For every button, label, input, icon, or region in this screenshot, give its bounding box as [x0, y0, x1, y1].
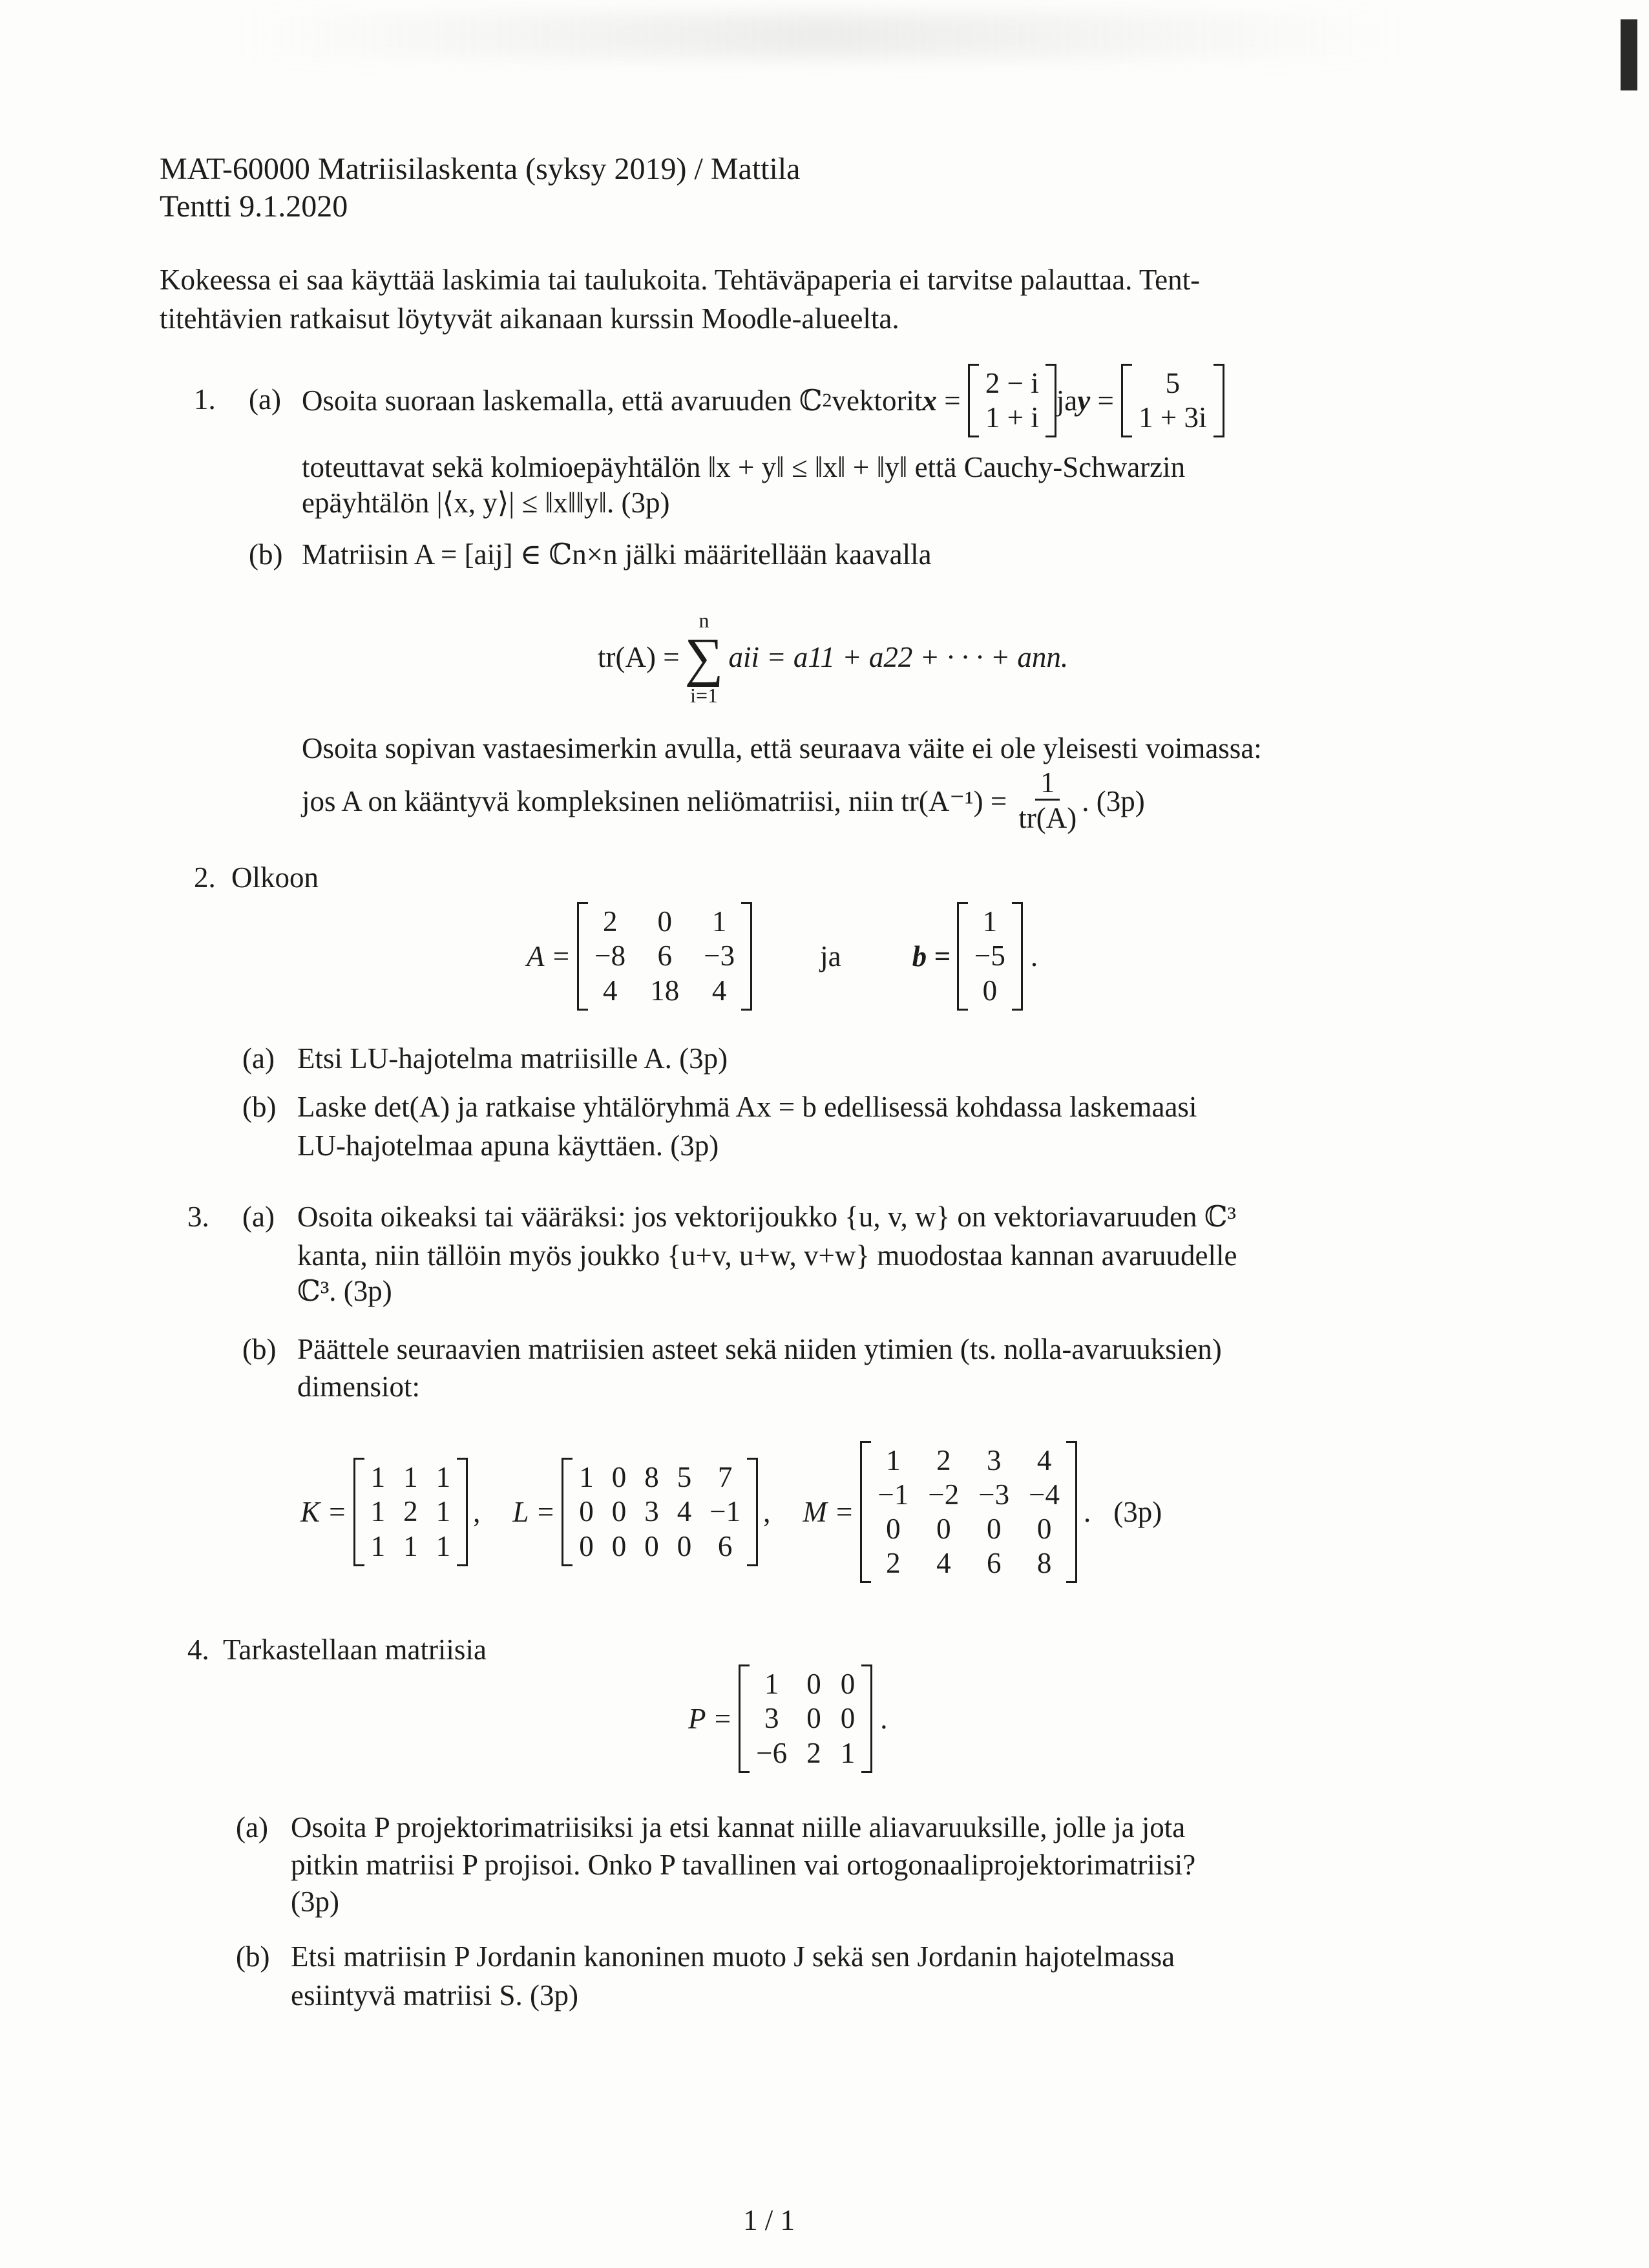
intro-line-1: Kokeessa ei saa käyttää laskimia tai taulukoita. Tehtäväpaperia ei tarvitse palauttaa. Tent-: [160, 264, 1201, 296]
q4-number: 4.: [187, 1633, 209, 1666]
sum-upper: n: [698, 608, 709, 632]
matrix-P-entry: 1: [764, 1668, 779, 1701]
matrix-M-label: M =: [803, 1495, 854, 1528]
matrix-K-entry: 1: [436, 1461, 451, 1494]
vector-x-entry: 2 − i: [985, 366, 1039, 399]
q1b-line-1: Matriisin A = [aij] ∈ ℂn×n jälki määritellään kaavalla: [302, 538, 932, 571]
matrix-L: [562, 1458, 758, 1566]
q2-ja: ja: [820, 940, 841, 972]
q3b-line-1: Päättele seuraavien matriisien asteet sekä niiden ytimien (ts. nolla-avaruuksien): [297, 1333, 1222, 1365]
matrix-M-entry: 3: [986, 1444, 1002, 1476]
matrix-L-entry: 0: [611, 1495, 627, 1528]
q2a-label: (a): [242, 1042, 275, 1075]
fraction-numerator: 1: [1035, 767, 1060, 801]
matrix-M-entry: −3: [978, 1478, 1010, 1511]
matrix-M-entry: 8: [1036, 1547, 1052, 1580]
matrix-A-entry: 4: [602, 974, 618, 1007]
matrix-M-entry: 2: [936, 1444, 951, 1476]
q1a-ja: ja: [1056, 384, 1078, 417]
matrix-P-entry: 2: [806, 1736, 821, 1769]
matrix-L-entry: 5: [677, 1461, 692, 1494]
exam-date: Tentti 9.1.2020: [160, 189, 348, 224]
matrix-A-label: A =: [527, 940, 571, 972]
q1a-y-symbol: y: [1077, 384, 1091, 417]
matrix-P-entry: 1: [840, 1736, 856, 1769]
matrix-A: [577, 902, 752, 1010]
matrix-K-entry: 1: [370, 1461, 386, 1494]
matrix-K: [353, 1458, 468, 1566]
q3-number: 3.: [187, 1201, 209, 1233]
matrix-L-entry: 1: [579, 1461, 594, 1494]
matrix-P: [739, 1664, 872, 1772]
scan-edge-mark: [1621, 19, 1637, 90]
matrix-L-entry: 0: [677, 1529, 692, 1562]
fraction: [1013, 767, 1082, 836]
q1a-line-3: epäyhtälön |⟨x, y⟩| ≤ ‖x‖‖y‖. (3p): [302, 487, 670, 519]
matrix-P-entry: 0: [806, 1702, 821, 1735]
matrix-P-entry: −6: [756, 1736, 788, 1769]
matrix-A-entry: 6: [657, 940, 672, 972]
matrix-L-entry: 4: [677, 1495, 692, 1528]
q2-intro: Olkoon: [231, 861, 319, 894]
q2b-line-1: Laske det(A) ja ratkaise yhtälöryhmä Ax = b edellisessä kohdassa laskemaasi: [297, 1091, 1197, 1123]
matrix-K-entry: 2: [403, 1495, 418, 1528]
course-title: MAT-60000 Matriisilaskenta (syksy 2019) / Mattila: [160, 152, 801, 186]
matrix-P-entry: 0: [840, 1702, 856, 1735]
q2b-label: (b): [242, 1091, 277, 1123]
page-number: 1 / 1: [743, 2204, 795, 2236]
q3a-line-3: ℂ³. (3p): [297, 1275, 392, 1307]
matrix-L-entry: 7: [717, 1461, 733, 1494]
vector-b-entry: 1: [982, 905, 998, 938]
q1b-label: (b): [249, 538, 283, 571]
matrix-A-entry: −8: [594, 940, 626, 972]
q1a-label: (a): [249, 383, 281, 415]
matrix-M-entry: 0: [986, 1513, 1002, 1545]
matrix-M-entry: 4: [936, 1547, 951, 1580]
matrix-M-entry: −4: [1029, 1478, 1060, 1511]
matrix-P-entry: 0: [840, 1668, 856, 1701]
matrix-K-entry: 1: [370, 1529, 386, 1562]
q2a-text: Etsi LU-hajotelma matriisille A. (3p): [297, 1042, 728, 1075]
q1b-claim: jos A on kääntyvä kompleksinen neliömatriisi, niin tr(A⁻¹) =: [302, 784, 1007, 817]
vector-b-entry: 0: [982, 974, 998, 1007]
vector-y-entry: 5: [1165, 366, 1181, 399]
trace-formula: [598, 604, 1068, 711]
vector-b: [957, 902, 1023, 1010]
matrix-L-label: L =: [512, 1495, 556, 1528]
q3a-line-1: Osoita oikeaksi tai vääräksi: jos vektorijoukko {u, v, w} on vektoriavaruuden ℂ³: [297, 1201, 1237, 1233]
matrix-A-entry: 18: [650, 974, 680, 1007]
q3a-label: (a): [242, 1201, 275, 1233]
vector-b-label: b =: [912, 940, 951, 972]
q1a-text-b: vektorit: [832, 384, 923, 417]
matrix-M-entry: 0: [936, 1513, 951, 1545]
q4-intro: Tarkastellaan matriisia: [223, 1633, 487, 1666]
matrix-K-entry: 1: [436, 1529, 451, 1562]
matrix-A-entry: 1: [711, 905, 727, 938]
trace-rhs: aii = a11 + a22 + · · · + ann.: [728, 641, 1069, 674]
sum-lower: i=1: [690, 683, 718, 707]
vector-x: [968, 364, 1056, 437]
q3-matrices: K = 1 1 1 1 2 1 1 1 1 , L = 1 0 8 5 7 0 0 3 4 −1 0 0 0 0 6 , M = 1 2 3 4 −1 −2 −3 −4 0 0 0 0 2 4 6 8 . (3p): [300, 1428, 1162, 1596]
q2-number: 2.: [194, 861, 216, 894]
q4a-line-2: pitkin matriisi P projisoi. Onko P tavallinen vai ortogonaaliprojektorimatriisi?: [291, 1849, 1196, 1881]
matrix-K-entry: 1: [436, 1495, 451, 1528]
matrix-L-entry: 6: [717, 1529, 733, 1562]
q3b-points: (3p): [1113, 1495, 1162, 1528]
vector-y-entry: 1 + 3i: [1139, 401, 1207, 434]
q4-matrix-line: P = 1 0 0 3 0 0 −6 2 1 .: [688, 1654, 887, 1783]
q1b-line-2: Osoita sopivan vastaesimerkin avulla, että seuraava väite ei ole yleisesti voimassa:: [302, 732, 1262, 764]
matrix-M-entry: 6: [986, 1547, 1002, 1580]
matrix-A-entry: 2: [602, 905, 618, 938]
q4a-line-3: (3p): [291, 1885, 339, 1918]
matrix-L-entry: 0: [611, 1461, 627, 1494]
matrix-L-entry: 0: [611, 1529, 627, 1562]
q3b-label: (b): [242, 1333, 277, 1365]
matrix-M-entry: 4: [1036, 1444, 1052, 1476]
q1b-points: . (3p): [1082, 784, 1145, 817]
matrix-P-label: P =: [688, 1702, 733, 1735]
matrix-K-label: K =: [300, 1495, 347, 1528]
q1-number: 1.: [194, 383, 216, 415]
matrix-A-entry: 0: [657, 905, 672, 938]
q3b-line-2: dimensiot:: [297, 1370, 420, 1403]
q4b-label: (b): [236, 1940, 270, 1973]
q4b-line-2: esiintyvä matriisi S. (3p): [291, 1979, 578, 2011]
sum-symbol: n ∑ i=1: [684, 608, 724, 707]
matrix-P-entry: 0: [806, 1668, 821, 1701]
matrix-L-entry: −1: [709, 1495, 741, 1528]
trace-lhs: tr(A) =: [598, 641, 680, 674]
matrix-L-entry: 0: [579, 1529, 594, 1562]
intro-line-2: titehtävien ratkaisut löytyvät aikanaan kurssin Moodle-alueelta.: [160, 302, 899, 335]
matrix-M-entry: 0: [1036, 1513, 1052, 1545]
q3a-line-2: kanta, niin tällöin myös joukko {u+v, u+w, v+w} muodostaa kannan avaruudelle: [297, 1239, 1237, 1272]
q1a-x-symbol: x: [922, 384, 937, 417]
matrix-A-entry: −3: [704, 940, 735, 972]
matrix-K-entry: 1: [403, 1461, 418, 1494]
matrix-M-entry: 1: [886, 1444, 901, 1476]
matrix-M: [860, 1441, 1077, 1583]
matrix-K-entry: 1: [370, 1495, 386, 1528]
q4b-line-1: Etsi matriisin P Jordanin kanoninen muoto J sekä sen Jordanin hajotelmassa: [291, 1940, 1175, 1973]
q4a-label: (a): [236, 1811, 268, 1843]
q1b-line-3: [302, 766, 1145, 837]
q4a-line-1: Osoita P projektorimatriisiksi ja etsi kannat niille aliavaruuksille, jolle ja jota: [291, 1811, 1186, 1843]
q1a-line-2: toteuttavat sekä kolmioepäyhtälön ‖x + y‖ ≤ ‖x‖ + ‖y‖ että Cauchy-Schwarzin: [302, 451, 1186, 483]
matrix-M-entry: −1: [877, 1478, 909, 1511]
matrix-L-entry: 8: [644, 1461, 659, 1494]
fraction-denominator: tr(A): [1018, 802, 1077, 835]
vector-b-entry: −5: [974, 940, 1005, 972]
scan-smudge: [239, 13, 1402, 58]
q2b-line-2: LU-hajotelmaa apuna käyttäen. (3p): [297, 1129, 719, 1162]
matrix-L-entry: 3: [644, 1495, 659, 1528]
q1a-line-1: Osoita suoraan laskemalla, että avaruuden ℂ 2 vektorit x = 2 − i 1 + i ja y = 5 1 + 3i: [302, 365, 1224, 436]
matrix-A-entry: 4: [711, 974, 727, 1007]
matrix-K-entry: 1: [403, 1529, 418, 1562]
matrix-M-entry: 2: [886, 1547, 901, 1580]
matrix-M-entry: −2: [928, 1478, 960, 1511]
vector-y: [1121, 364, 1224, 437]
matrix-L-entry: 0: [644, 1529, 659, 1562]
matrix-P-entry: 3: [764, 1702, 779, 1735]
matrix-L-entry: 0: [579, 1495, 594, 1528]
matrix-M-entry: 0: [886, 1513, 901, 1545]
q2-matrices: A = 2 0 1 −8 6 −3 4 18 4 ja b = 1 −5 0 .: [527, 892, 1038, 1021]
vector-x-entry: 1 + i: [985, 401, 1039, 434]
q1a-text: Osoita suoraan laskemalla, että avaruuden ℂ: [302, 384, 823, 417]
